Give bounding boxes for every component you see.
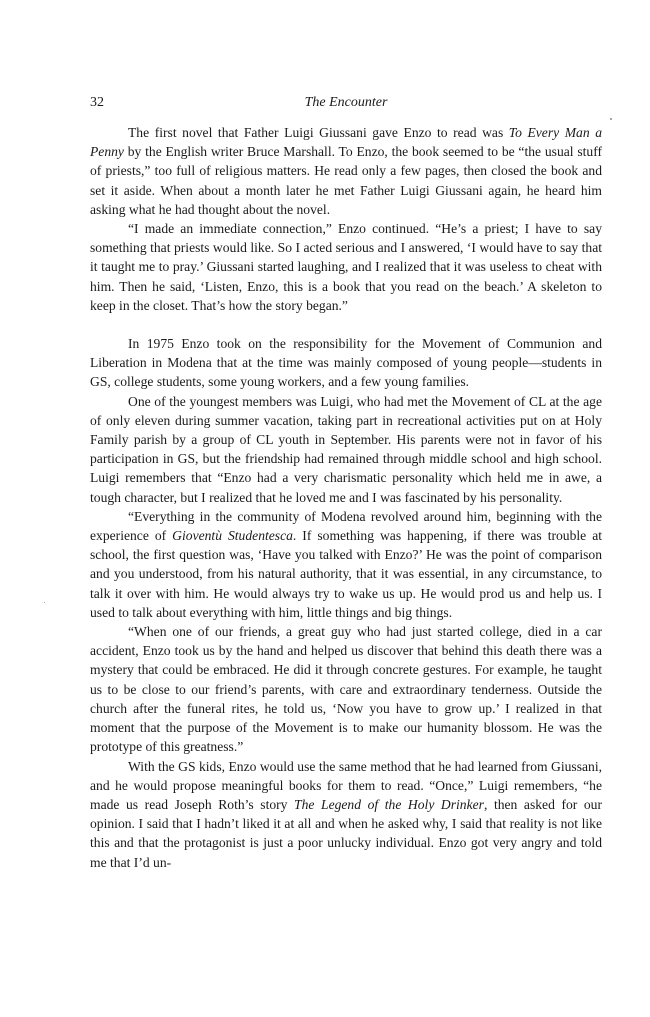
paragraph: [90, 392, 602, 507]
paragraph: [90, 334, 602, 392]
running-head: [90, 95, 602, 117]
text-run: . If something was happening, if there was trouble at school, the first question was, ‘Have you talked with Enzo?’ He was the point of comparison and you understood, from his natural authority, that it was essential, in any circumstance, to talk it over with him. He would always try to wake us up. He would prod us and help us. I used to talk about everything with him, little things and big things.: [90, 528, 602, 620]
page-number: 32: [90, 95, 104, 110]
paragraph: [90, 622, 602, 756]
book-page: [90, 95, 602, 872]
text-run: “I made an immediate connection,” Enzo continued. “He’s a priest; I have to say something that priests would like. So I acted serious and I answered, ‘I would have to say that it taught me to pray.’ Giussani started laughing, and I realized that it was useless to cheat with him. Then he said, ‘Listen, Enzo, this is a book that you read on the beach.’ A skeleton to keep in the closet. That’s how the story began.”: [90, 221, 602, 313]
text-run: One of the youngest members was Luigi, who had met the Movement of CL at the age of only eleven during summer vacation, taking part in recreational activities put on at Holy Family parish by a group of CL youth in September. His parents were not in favor of his participation in GS, but the friendship had remained through middle school and high school. Luigi remembers that “Enzo had a very charismatic personality which held me in awe, a tough character, but I realized that he loved me and I was fascinated by his personality.: [90, 393, 602, 505]
paragraph: [90, 507, 602, 622]
text-run: , then asked for our opinion. I said that I hadn’t liked it at all and when he asked why, I said that reality is not like this and that the protagonist is just a poor unlucky individual. Enzo got very angry and told me that I’d un-: [90, 796, 602, 870]
text-run: The first novel that Father Luigi Giussani gave Enzo to read was: [128, 125, 509, 140]
scan-speck: [610, 118, 612, 120]
italic-title: The Legend of the Holy Drinker: [294, 796, 484, 812]
scan-speck: [44, 602, 45, 603]
paragraph: [90, 123, 602, 219]
italic-title: Gioventù Studentesca: [172, 528, 293, 544]
body-text: [90, 123, 602, 872]
paragraph: [90, 757, 602, 872]
text-run: by the English writer Bruce Marshall. To Enzo, the book seemed to be “the usual stuff of priests,” too full of religious matters. He read only a few pages, then closed the book and set it aside. When about a month later he met Father Luigi Giussani again, he heard him asking what he had thought about the novel.: [90, 144, 602, 217]
running-title: The Encounter: [304, 95, 388, 110]
italic-title: To Every Man a Penny: [90, 125, 602, 160]
paragraph: [90, 219, 602, 315]
text-run: In 1975 Enzo took on the responsibility for the Movement of Communion and Liberation in Modena that at the time was mainly composed of young people—students in GS, college students, some young workers, and a few young families.: [90, 336, 602, 390]
text-run: With the GS kids, Enzo would use the same method that he had learned from Giussani, and he would propose meaningful books for them to read. “Once,” Luigi remembers, “he made us read Joseph Roth’s story: [90, 758, 602, 812]
text-run: “When one of our friends, a great guy who had just started college, died in a car accident, Enzo took us by the hand and helped us discover that behind this death there was a mystery that could be embraced. He did it through concrete gestures. For example, he taught us to be close to our friend’s parents, with care and extraordinary tenderness. Outside the church after the funeral rites, he told us, ‘Now you have to grow up.’ I realized in that moment that the purpose of the Movement is to make our humanity blossom. He was the prototype of this greatness.”: [90, 624, 602, 755]
text-run: “Everything in the community of Modena revolved around him, beginning with the experience of: [90, 508, 602, 544]
